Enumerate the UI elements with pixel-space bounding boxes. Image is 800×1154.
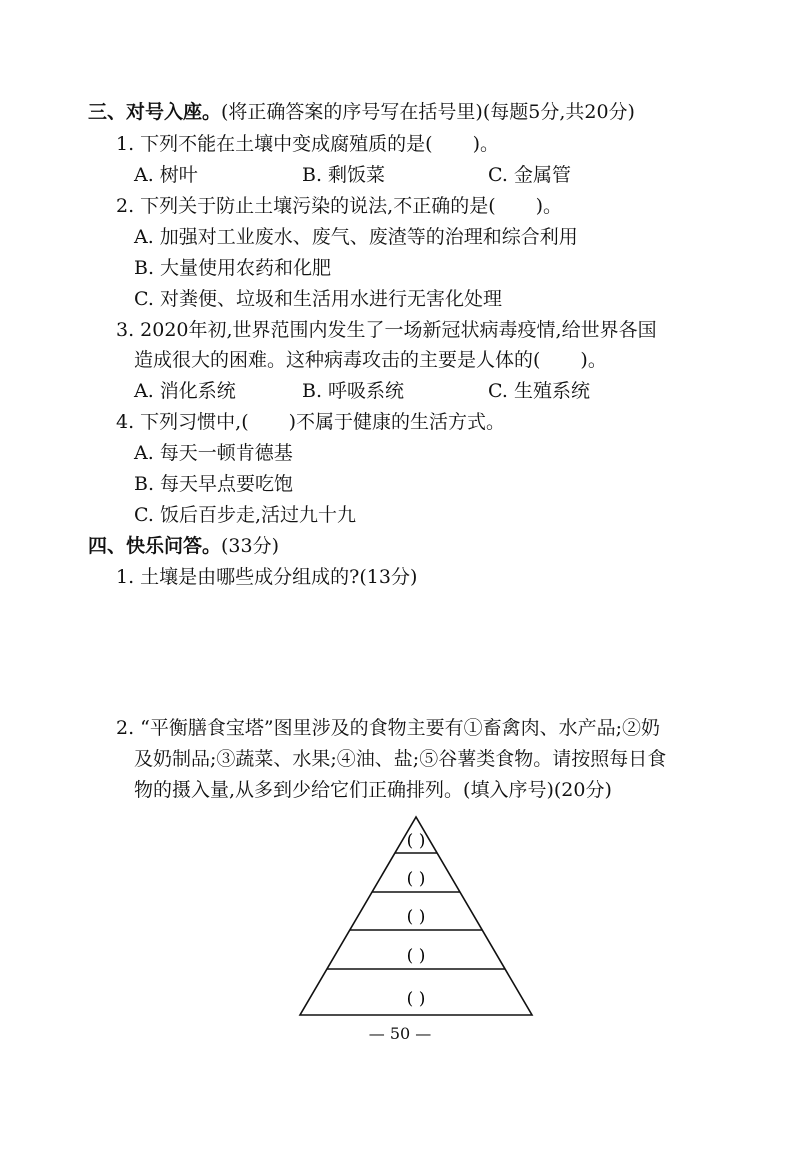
q4-option-b[interactable]: B. 每天早点要吃饱 <box>134 473 294 495</box>
pyramid-slot-1[interactable]: ( ) <box>406 831 426 851</box>
pyramid-slot-5[interactable]: ( ) <box>406 989 426 1009</box>
section-4-question-2-line-1: 2. “平衡膳食宝塔”图里涉及的食物主要有①畜禽肉、水产品;②奶 <box>116 717 660 739</box>
q3-stem-start: 造成很大的困难。这种病毒攻击的主要是人体的( <box>134 349 541 371</box>
section-3-title: 三、对号入座。 <box>88 101 222 123</box>
q2-option-c[interactable]: C. 对粪便、垃圾和生活用水进行无害化处理 <box>134 288 502 310</box>
section-4-question-2-line-3: 物的摄入量,从多到少给它们正确排列。(填入序号)(20分) <box>134 779 612 801</box>
q4-stem-start: 4. 下列习惯中,( <box>116 411 249 433</box>
q1-option-a[interactable]: A. 树叶 <box>134 164 198 186</box>
section-4-question-2-line-2: 及奶制品;③蔬菜、水果;④油、盐;⑤谷薯类食物。请按照每日食 <box>134 748 667 770</box>
q2-stem-end: )。 <box>535 195 563 217</box>
section-4-question-1: 1. 土壤是由哪些成分组成的?(13分) <box>116 566 418 588</box>
section-3-note: (将正确答案的序号写在括号里)(每题5分,共20分) <box>221 101 635 123</box>
q2-stem-start: 2. 下列关于防止土壤污染的说法,不正确的是( <box>116 195 496 217</box>
q1-option-b[interactable]: B. 剩饭菜 <box>302 164 386 186</box>
q3-option-c[interactable]: C. 生殖系统 <box>488 380 590 402</box>
q3-stem-end: )。 <box>580 349 607 371</box>
question-3-line-1: 3. 2020年初,世界范围内发生了一场新冠状病毒疫情,给世界各国 <box>116 319 657 341</box>
q1-stem-end: )。 <box>472 133 500 155</box>
q3-option-b[interactable]: B. 呼吸系统 <box>302 380 405 402</box>
q1-option-c[interactable]: C. 金属管 <box>488 164 571 186</box>
q1-stem-start: 1. 下列不能在土壤中变成腐殖质的是( <box>116 133 433 155</box>
pyramid-slot-3[interactable]: ( ) <box>406 907 426 927</box>
q4-stem-end: )不属于健康的生活方式。 <box>288 411 506 433</box>
q2-option-a[interactable]: A. 加强对工业废水、废气、废渣等的治理和综合利用 <box>134 226 578 248</box>
pyramid-slot-4[interactable]: ( ) <box>406 946 426 966</box>
q4-option-a[interactable]: A. 每天一顿肯德基 <box>134 442 293 464</box>
page-number: — 50 — <box>368 1024 432 1043</box>
q3-option-a[interactable]: A. 消化系统 <box>134 380 236 402</box>
pyramid-slot-2[interactable]: ( ) <box>406 869 426 889</box>
q4-option-c[interactable]: C. 饭后百步走,活过九十九 <box>134 504 356 526</box>
q2-option-b[interactable]: B. 大量使用农药和化肥 <box>134 257 332 279</box>
section-4-title: 四、快乐问答。 <box>88 535 222 557</box>
section-4-note: (33分) <box>221 535 280 557</box>
